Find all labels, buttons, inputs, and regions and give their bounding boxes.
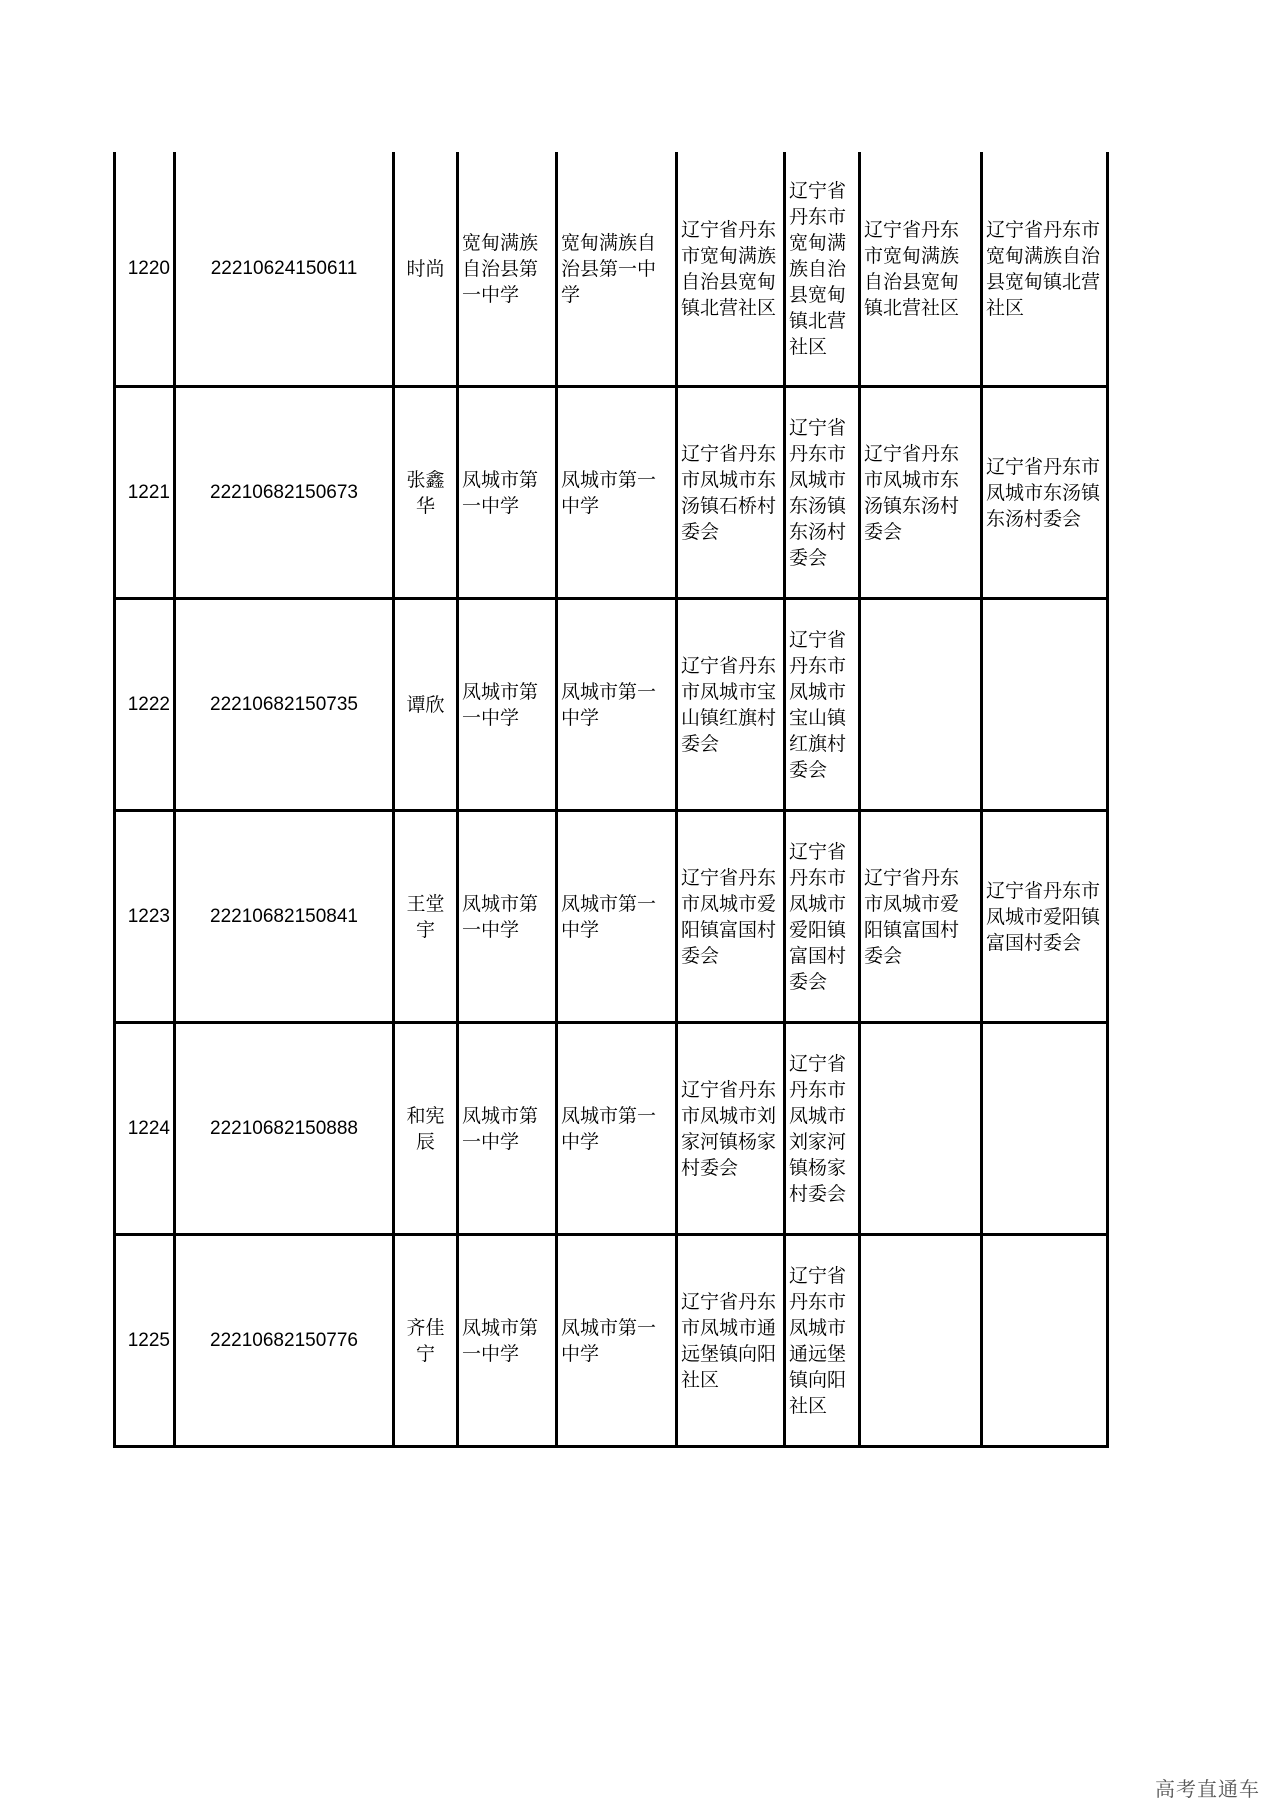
cell-address-1: 辽宁省丹东市凤城市通远堡镇向阳社区 bbox=[677, 1235, 785, 1447]
cell-school: 宽甸满族自治县第一中学 bbox=[458, 152, 557, 387]
cell-school: 凤城市第一中学 bbox=[458, 1023, 557, 1235]
cell-address-2: 辽宁省丹东市凤城市宝山镇红旗村委会 bbox=[785, 599, 860, 811]
cell-school-2: 凤城市第一中学 bbox=[557, 599, 677, 811]
cell-exam-id: 22210682150776 bbox=[175, 1235, 394, 1447]
cell-address-2: 辽宁省丹东市凤城市东汤镇东汤村委会 bbox=[785, 387, 860, 599]
cell-address-4 bbox=[982, 1023, 1108, 1235]
cell-school: 凤城市第一中学 bbox=[458, 387, 557, 599]
cell-exam-id: 22210624150611 bbox=[175, 152, 394, 387]
cell-name: 王堂宇 bbox=[394, 811, 458, 1023]
cell-school: 凤城市第一中学 bbox=[458, 1235, 557, 1447]
watermark-text: 高考直通车 bbox=[1155, 1777, 1260, 1801]
table-row bbox=[115, 152, 1108, 387]
cell-exam-id: 22210682150888 bbox=[175, 1023, 394, 1235]
roster-table-container bbox=[113, 152, 1106, 1448]
cell-address-1: 辽宁省丹东市凤城市宝山镇红旗村委会 bbox=[677, 599, 785, 811]
cell-address-3 bbox=[860, 1023, 982, 1235]
cell-seq: 1225 bbox=[115, 1235, 175, 1447]
cell-name: 齐佳宁 bbox=[394, 1235, 458, 1447]
roster-table bbox=[113, 152, 1109, 1448]
cell-school: 凤城市第一中学 bbox=[458, 811, 557, 1023]
cell-address-1: 辽宁省丹东市宽甸满族自治县宽甸镇北营社区 bbox=[677, 152, 785, 387]
cell-address-4: 辽宁省丹东市宽甸满族自治县宽甸镇北营社区 bbox=[982, 152, 1108, 387]
cell-school-2: 凤城市第一中学 bbox=[557, 1023, 677, 1235]
cell-address-3 bbox=[860, 599, 982, 811]
cell-address-2: 辽宁省丹东市宽甸满族自治县宽甸镇北营社区 bbox=[785, 152, 860, 387]
cell-address-3: 辽宁省丹东市凤城市东汤镇东汤村委会 bbox=[860, 387, 982, 599]
cell-exam-id: 22210682150841 bbox=[175, 811, 394, 1023]
cell-exam-id: 22210682150735 bbox=[175, 599, 394, 811]
cell-address-3: 辽宁省丹东市宽甸满族自治县宽甸镇北营社区 bbox=[860, 152, 982, 387]
cell-address-4 bbox=[982, 599, 1108, 811]
cell-seq: 1221 bbox=[115, 387, 175, 599]
table-row bbox=[115, 387, 1108, 599]
cell-school-2: 凤城市第一中学 bbox=[557, 1235, 677, 1447]
cell-seq: 1223 bbox=[115, 811, 175, 1023]
cell-address-4: 辽宁省丹东市凤城市东汤镇东汤村委会 bbox=[982, 387, 1108, 599]
cell-school-2: 凤城市第一中学 bbox=[557, 811, 677, 1023]
cell-school-2: 凤城市第一中学 bbox=[557, 387, 677, 599]
cell-name: 时尚 bbox=[394, 152, 458, 387]
cell-seq: 1224 bbox=[115, 1023, 175, 1235]
cell-address-2: 辽宁省丹东市凤城市刘家河镇杨家村委会 bbox=[785, 1023, 860, 1235]
cell-address-4: 辽宁省丹东市凤城市爱阳镇富国村委会 bbox=[982, 811, 1108, 1023]
table-row bbox=[115, 1023, 1108, 1235]
cell-address-3 bbox=[860, 1235, 982, 1447]
cell-address-4 bbox=[982, 1235, 1108, 1447]
table-row bbox=[115, 599, 1108, 811]
cell-school-2: 宽甸满族自治县第一中学 bbox=[557, 152, 677, 387]
cell-school: 凤城市第一中学 bbox=[458, 599, 557, 811]
cell-name: 谭欣 bbox=[394, 599, 458, 811]
cell-name: 和宪辰 bbox=[394, 1023, 458, 1235]
cell-address-1: 辽宁省丹东市凤城市刘家河镇杨家村委会 bbox=[677, 1023, 785, 1235]
cell-seq: 1220 bbox=[115, 152, 175, 387]
cell-address-2: 辽宁省丹东市凤城市通远堡镇向阳社区 bbox=[785, 1235, 860, 1447]
cell-address-1: 辽宁省丹东市凤城市爱阳镇富国村委会 bbox=[677, 811, 785, 1023]
cell-address-2: 辽宁省丹东市凤城市爱阳镇富国村委会 bbox=[785, 811, 860, 1023]
cell-exam-id: 22210682150673 bbox=[175, 387, 394, 599]
table-row bbox=[115, 811, 1108, 1023]
cell-seq: 1222 bbox=[115, 599, 175, 811]
table-row bbox=[115, 1235, 1108, 1447]
cell-address-3: 辽宁省丹东市凤城市爱阳镇富国村委会 bbox=[860, 811, 982, 1023]
cell-address-1: 辽宁省丹东市凤城市东汤镇石桥村委会 bbox=[677, 387, 785, 599]
cell-name: 张鑫华 bbox=[394, 387, 458, 599]
